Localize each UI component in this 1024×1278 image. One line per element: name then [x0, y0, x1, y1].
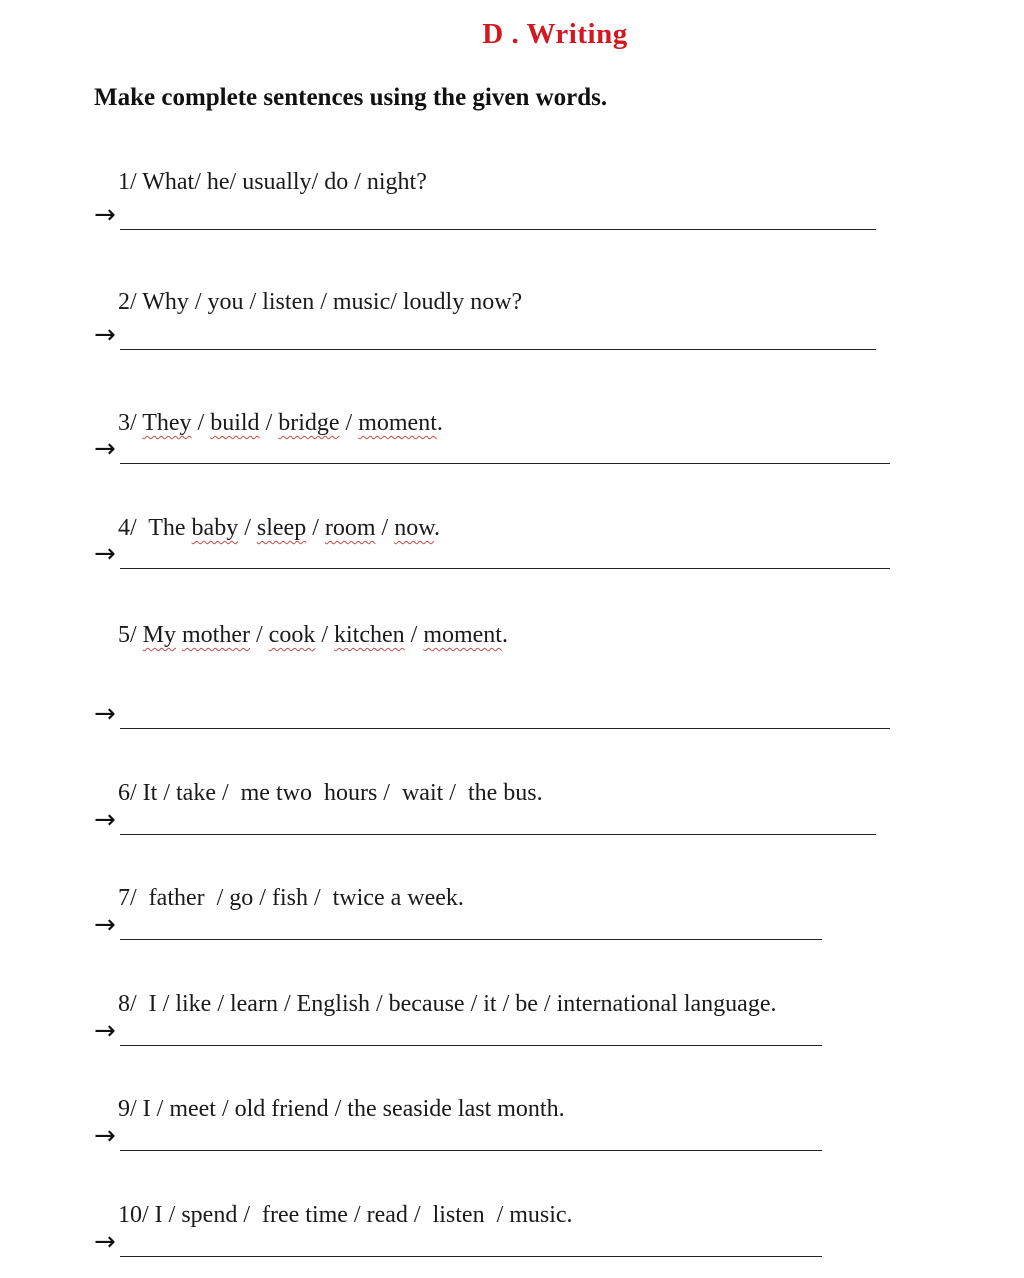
arrow-icon: →: [94, 1227, 116, 1257]
question-5: [94, 595, 508, 676]
text-part: /: [375, 515, 395, 541]
flagged-word: baby: [191, 515, 239, 541]
flagged-word: bridge: [278, 410, 340, 436]
arrow-icon: →: [94, 910, 116, 940]
text-part: 5/: [118, 622, 143, 648]
flagged-word: My: [142, 622, 177, 648]
flagged-word: build: [210, 410, 260, 436]
text-part: /: [191, 410, 211, 436]
text-part: .: [433, 515, 440, 541]
arrow-icon: →: [94, 434, 116, 464]
answer-line-2[interactable]: [94, 320, 884, 350]
text-part: .: [501, 622, 508, 648]
arrow-icon: →: [94, 200, 116, 230]
arrow-icon: →: [94, 805, 116, 835]
blank-line: [120, 349, 876, 350]
question-text: 9/ I / meet / old friend / the seaside last month.: [118, 1096, 565, 1122]
arrow-icon: →: [94, 320, 116, 350]
text-part: 3/: [118, 410, 143, 436]
blank-line: [120, 1256, 822, 1257]
question-text: 10/ I / spend / free time / read / listen / music.: [118, 1202, 573, 1228]
flagged-word: They: [142, 410, 192, 436]
flagged-word: now: [394, 515, 434, 541]
section-title: D . Writing: [482, 18, 628, 50]
answer-line-1[interactable]: [94, 200, 884, 230]
blank-line: [120, 834, 876, 835]
instruction: Make complete sentences using the given words.: [94, 84, 608, 111]
answer-line-4[interactable]: [94, 539, 894, 569]
blank-line: [120, 1150, 822, 1151]
question-text: 8/ I / like / learn / English / because / it / be / international language.: [118, 991, 777, 1017]
answer-line-5[interactable]: [94, 699, 894, 729]
arrow-icon: →: [94, 1016, 116, 1046]
flagged-word: mother: [182, 622, 250, 648]
arrow-icon: →: [94, 699, 116, 729]
answer-line-7[interactable]: [94, 910, 829, 940]
blank-line: [120, 939, 822, 940]
text-part: /: [250, 622, 269, 648]
blank-line: [120, 568, 890, 569]
question-text: 6/ It / take / me two hours / wait / the bus.: [118, 780, 543, 806]
blank-line: [120, 728, 890, 729]
text-part: /: [306, 515, 325, 541]
flagged-word: sleep: [256, 515, 307, 541]
text-part: /: [238, 515, 257, 541]
question-text: 1/ What/ he/ usually/ do / night?: [118, 169, 427, 195]
text-part: /: [404, 622, 424, 648]
question-text: 2/ Why / you / listen / music/ loudly now?: [118, 289, 523, 315]
text-part: /: [339, 410, 359, 436]
arrow-icon: →: [94, 539, 116, 569]
blank-line: [120, 1045, 822, 1046]
flagged-word: moment: [358, 410, 437, 436]
answer-line-9[interactable]: [94, 1121, 829, 1151]
arrow-icon: →: [94, 1121, 116, 1151]
text-part: /: [259, 410, 279, 436]
blank-line: [120, 229, 876, 230]
flagged-word: kitchen: [334, 622, 405, 648]
question-text: 7/ father / go / fish / twice a week.: [118, 885, 464, 911]
answer-line-3[interactable]: [94, 434, 894, 464]
answer-line-10[interactable]: [94, 1227, 829, 1257]
flagged-word: moment: [423, 622, 502, 648]
answer-line-8[interactable]: [94, 1016, 829, 1046]
answer-line-6[interactable]: [94, 805, 884, 835]
text-part: .: [436, 410, 443, 436]
blank-line: [120, 463, 890, 464]
flagged-word: room: [324, 515, 376, 541]
text-part: /: [315, 622, 334, 648]
flagged-word: cook: [268, 622, 316, 648]
text-part: 4/ The: [118, 515, 192, 541]
